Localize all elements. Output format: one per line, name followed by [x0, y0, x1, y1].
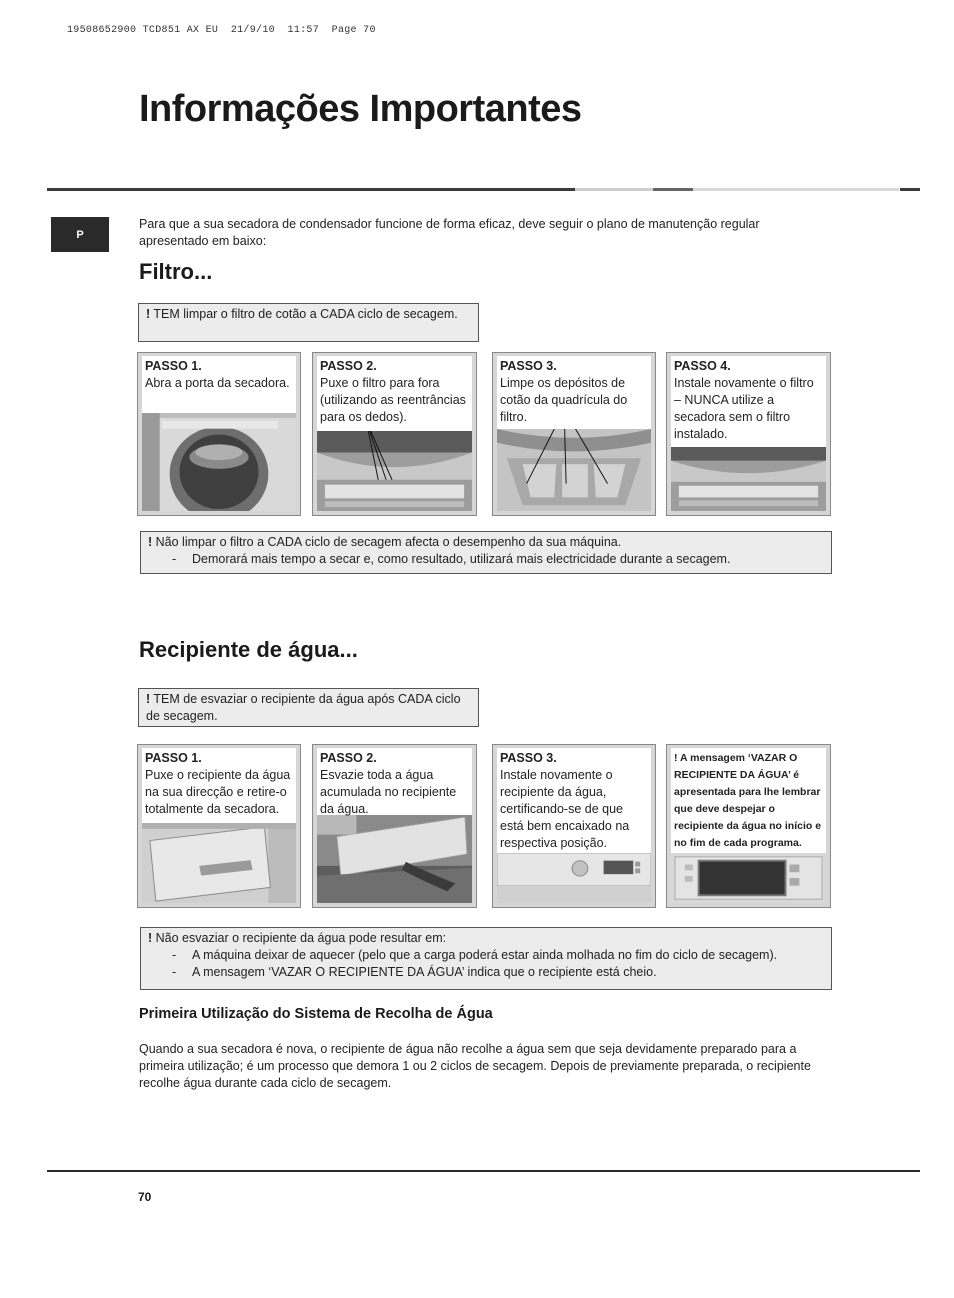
water-step-3: [492, 744, 656, 908]
water-warning-main: Não esvaziar o recipiente da água pode resultar em:: [155, 931, 447, 945]
filter-step-4-caption: [671, 356, 826, 447]
step-label: PASSO 2.: [320, 359, 377, 373]
step-label: PASSO 3.: [500, 751, 557, 765]
header-rule-end: [900, 188, 920, 191]
step-label: PASSO 3.: [500, 359, 557, 373]
filter-step-1-caption: [142, 356, 296, 413]
header-rule-light: [575, 188, 653, 191]
filter-step-2: [312, 352, 477, 516]
header-rule-light-2: [693, 188, 899, 191]
filter-step-4: [666, 352, 831, 516]
water-warning-top: [138, 688, 479, 727]
first-use-text: Quando a sua secadora é nova, o recipiente de água não recolhe a água sem que seja devidamente preparado para a primeira utilização; é um processo que demora 1 ou 2 ciclos de secagem. Depois de previamente preparada, o recipiente recolhe água durante cada ciclo de secagem.: [139, 1042, 811, 1090]
container-pull-photo: [142, 823, 296, 903]
display-panel-photo: [671, 853, 826, 903]
page-title: Informações Importantes: [139, 88, 582, 130]
water-warning-top-text: TEM de esvaziar o recipiente da água após CADA ciclo de secagem.: [146, 692, 461, 723]
filter-clean-photo: [497, 429, 651, 511]
water-step-1: [137, 744, 301, 908]
filter-heading: Filtro...: [139, 259, 213, 284]
filter-warning-main: Não limpar o filtro a CADA ciclo de secagem afecta o desempenho da sua máquina.: [155, 535, 622, 549]
filter-warning-top: [138, 303, 479, 342]
water-note-text: A mensagem ‘VAZAR O RECIPIENTE DA ÁGUA’ é apresentada para lhe lembrar que deve despejar o recipiente da água no início e no fim de cada programa.: [674, 752, 822, 849]
filter-warning-bottom: [140, 531, 832, 574]
warning-icon: !: [674, 752, 678, 764]
filter-step-2-caption: [317, 356, 472, 431]
list-item: - A mensagem ‘VAZAR O RECIPIENTE DA ÁGUA’ indica que o recipiente está cheio.: [172, 965, 657, 979]
language-tab: P: [51, 217, 109, 252]
first-use-heading: Primeira Utilização do Sistema de Recolha de Água: [139, 1006, 493, 1022]
filter-step-1: [137, 352, 301, 516]
step-text: Puxe o filtro para fora (utilizando as reentrâncias para os dedos).: [320, 376, 466, 424]
container-install-photo: [497, 853, 651, 903]
warning-icon: !: [148, 535, 153, 549]
filter-pull-photo: [317, 431, 472, 511]
intro-text: Para que a sua secadora de condensador funcione de forma eficaz, deve seguir o plano de manutenção regular apresentado em baixo:: [139, 217, 760, 248]
printer-slug: 19508652900 TCD851 AX EU 21/9/10 11:57 Page 70: [67, 25, 376, 36]
filter-warning-top-text: TEM limpar o filtro de cotão a CADA ciclo de secagem.: [153, 307, 458, 321]
footer-rule: [47, 1170, 920, 1172]
step-text: Instale novamente o recipiente da água, certificando-se de que está bem encaixado na respectiva posição.: [500, 768, 630, 850]
water-step-3-caption: [497, 748, 651, 853]
container-empty-photo: [317, 815, 472, 903]
header-rule-dark: [653, 188, 693, 191]
step-label: PASSO 1.: [145, 359, 202, 373]
water-step-2: [312, 744, 477, 908]
water-heading: Recipiente de água...: [139, 637, 358, 662]
step-text: Instale novamente o filtro – NUNCA utilize a secadora sem o filtro instalado.: [674, 376, 814, 441]
step-text: Esvazie toda a água acumulada no recipiente da água.: [320, 768, 457, 816]
water-note-caption: [671, 748, 826, 853]
water-step-1-caption: [142, 748, 296, 823]
water-step-2-caption: [317, 748, 472, 815]
list-item: - Demorará mais tempo a secar e, como resultado, utilizará mais electricidade durante a secagem.: [172, 552, 731, 566]
step-text: Limpe os depósitos de cotão da quadrícula do filtro.: [500, 376, 628, 424]
warning-icon: !: [146, 307, 151, 321]
page-number: 70: [138, 1190, 152, 1204]
filter-step-3-caption: [497, 356, 651, 429]
step-label: PASSO 2.: [320, 751, 377, 765]
water-warning-bottom: [140, 927, 832, 990]
water-note-card: [666, 744, 831, 908]
warning-icon: !: [146, 692, 151, 706]
step-label: PASSO 4.: [674, 359, 731, 373]
step-text: Abra a porta da secadora.: [145, 376, 290, 390]
step-label: PASSO 1.: [145, 751, 202, 765]
dryer-door-photo: [142, 413, 296, 511]
step-text: Puxe o recipiente da água na sua direcção e retire-o totalmente da secadora.: [145, 768, 291, 816]
list-item: - A máquina deixar de aquecer (pelo que a carga poderá estar ainda molhada no fim do ciclo de secagem).: [172, 948, 778, 962]
warning-icon: !: [148, 931, 153, 945]
filter-step-3: [492, 352, 656, 516]
header-rule: [47, 188, 575, 191]
filter-install-photo: [671, 447, 826, 511]
